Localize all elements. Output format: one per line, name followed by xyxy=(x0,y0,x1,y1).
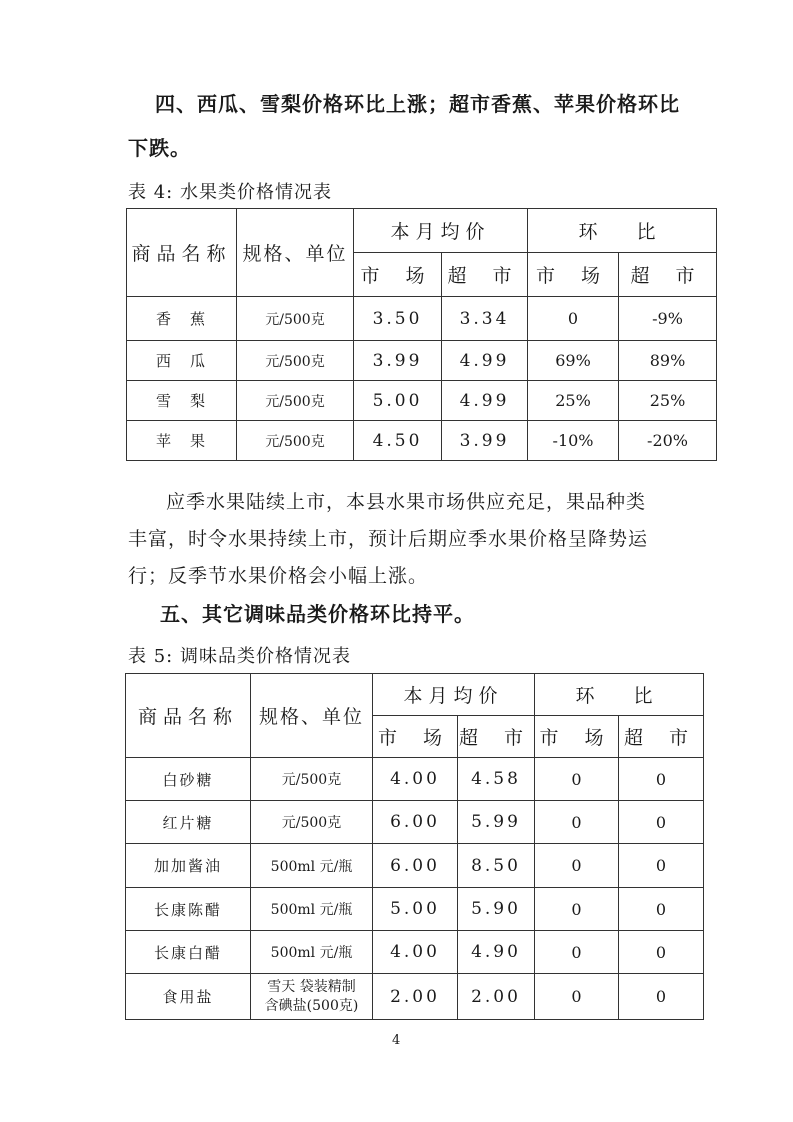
product-unit: 500ml 元/瓶 xyxy=(251,844,373,888)
table-row xyxy=(127,341,717,381)
table-row xyxy=(126,801,704,844)
ratio-supermarket: 0 xyxy=(619,758,704,801)
header-ratio-market: 市 场 xyxy=(528,253,619,297)
header-spec: 规格、单位 xyxy=(237,209,354,297)
ratio-supermarket: 0 xyxy=(619,974,704,1020)
product-name: 长康陈醋 xyxy=(126,888,251,931)
ratio-supermarket: 0 xyxy=(619,844,704,888)
section5-heading: 五、其它调味品类价格环比持平。 xyxy=(160,602,475,626)
product-unit: 元/500克 xyxy=(237,421,354,461)
paragraph-line3: 行；反季节水果价格会小幅上涨。 xyxy=(128,565,429,587)
table-row xyxy=(127,421,717,461)
product-unit: 元/500克 xyxy=(237,341,354,381)
ratio-market: 0 xyxy=(535,801,619,844)
avg-supermarket: 8.50 xyxy=(458,844,535,888)
product-unit-line2: 含碘盐(500克) xyxy=(264,997,359,1014)
avg-market: 4.00 xyxy=(373,758,458,801)
header-supermarket: 超 市 xyxy=(442,253,528,297)
avg-supermarket: 3.34 xyxy=(442,297,528,341)
header-ratio: 环 比 xyxy=(528,209,717,253)
ratio-market: 0 xyxy=(535,758,619,801)
ratio-market: 0 xyxy=(535,844,619,888)
ratio-market: 0 xyxy=(535,931,619,974)
table-row xyxy=(126,931,704,974)
product-name: 白砂糖 xyxy=(126,758,251,801)
product-unit-line1: 雪天 袋装精制 xyxy=(267,978,356,995)
page-number: 4 xyxy=(392,1033,401,1048)
ratio-supermarket: -9% xyxy=(619,297,717,341)
product-unit: 500ml 元/瓶 xyxy=(251,888,373,931)
avg-market: 3.99 xyxy=(354,341,442,381)
avg-market: 3.50 xyxy=(354,297,442,341)
header-ratio-supermarket: 超 市 xyxy=(619,253,717,297)
avg-market: 5.00 xyxy=(354,381,442,421)
avg-supermarket: 4.99 xyxy=(442,341,528,381)
avg-market: 6.00 xyxy=(373,801,458,844)
header-market: 市 场 xyxy=(354,253,442,297)
avg-market: 5.00 xyxy=(373,888,458,931)
fruit-price-table xyxy=(126,208,717,461)
table-row xyxy=(127,297,717,341)
product-name: 长康白醋 xyxy=(126,931,251,974)
product-name: 苹 果 xyxy=(127,421,237,461)
header-avg-price: 本月均价 xyxy=(373,674,535,716)
paragraph-line2: 丰富，时令水果持续上市，预计后期应季水果价格呈降势运 xyxy=(128,528,649,550)
avg-market: 2.00 xyxy=(373,974,458,1020)
avg-supermarket: 3.99 xyxy=(442,421,528,461)
ratio-market: 25% xyxy=(528,381,619,421)
table5-caption: 表 5: 调味品类价格情况表 xyxy=(128,646,351,667)
product-unit: 元/500克 xyxy=(237,381,354,421)
product-name: 雪 梨 xyxy=(127,381,237,421)
ratio-supermarket: 0 xyxy=(619,931,704,974)
avg-market: 4.00 xyxy=(373,931,458,974)
avg-market: 6.00 xyxy=(373,844,458,888)
ratio-supermarket: -20% xyxy=(619,421,717,461)
avg-supermarket: 4.99 xyxy=(442,381,528,421)
header-name: 商品名称 xyxy=(127,209,237,297)
seasoning-price-table xyxy=(125,673,704,1020)
product-name: 香 蕉 xyxy=(127,297,237,341)
header-avg-price: 本月均价 xyxy=(354,209,528,253)
ratio-supermarket: 0 xyxy=(619,888,704,931)
ratio-market: -10% xyxy=(528,421,619,461)
ratio-market: 0 xyxy=(528,297,619,341)
ratio-market: 69% xyxy=(528,341,619,381)
header-spec: 规格、单位 xyxy=(251,674,373,758)
product-name: 红片糖 xyxy=(126,801,251,844)
avg-supermarket: 4.58 xyxy=(458,758,535,801)
product-unit xyxy=(251,974,373,1020)
avg-supermarket: 5.90 xyxy=(458,888,535,931)
table-row xyxy=(126,758,704,801)
avg-supermarket: 2.00 xyxy=(458,974,535,1020)
product-name: 加加酱油 xyxy=(126,844,251,888)
ratio-market: 0 xyxy=(535,974,619,1020)
product-unit: 元/500克 xyxy=(251,758,373,801)
product-unit: 元/500克 xyxy=(237,297,354,341)
header-name: 商品名称 xyxy=(126,674,251,758)
header-ratio-supermarket: 超 市 xyxy=(619,716,704,758)
ratio-supermarket: 89% xyxy=(619,341,717,381)
section4-heading-line1: 四、西瓜、雪梨价格环比上涨；超市香蕉、苹果价格环比 xyxy=(155,92,680,116)
table-row xyxy=(127,381,717,421)
avg-supermarket: 4.90 xyxy=(458,931,535,974)
ratio-supermarket: 0 xyxy=(619,801,704,844)
product-unit: 500ml 元/瓶 xyxy=(251,931,373,974)
product-unit: 元/500克 xyxy=(251,801,373,844)
table-row xyxy=(126,844,704,888)
product-name: 西 瓜 xyxy=(127,341,237,381)
table-row xyxy=(126,974,704,1020)
avg-market: 4.50 xyxy=(354,421,442,461)
header-ratio-market: 市 场 xyxy=(535,716,619,758)
ratio-supermarket: 25% xyxy=(619,381,717,421)
header-supermarket: 超 市 xyxy=(458,716,535,758)
product-name: 食用盐 xyxy=(126,974,251,1020)
header-ratio: 环 比 xyxy=(535,674,704,716)
table4-caption: 表 4: 水果类价格情况表 xyxy=(128,182,332,203)
avg-supermarket: 5.99 xyxy=(458,801,535,844)
table-row xyxy=(126,888,704,931)
ratio-market: 0 xyxy=(535,888,619,931)
paragraph-line1: 应季水果陆续上市，本县水果市场供应充足，果品种类 xyxy=(166,491,647,513)
header-market: 市 场 xyxy=(373,716,458,758)
section4-heading-line2: 下跌。 xyxy=(128,136,191,160)
